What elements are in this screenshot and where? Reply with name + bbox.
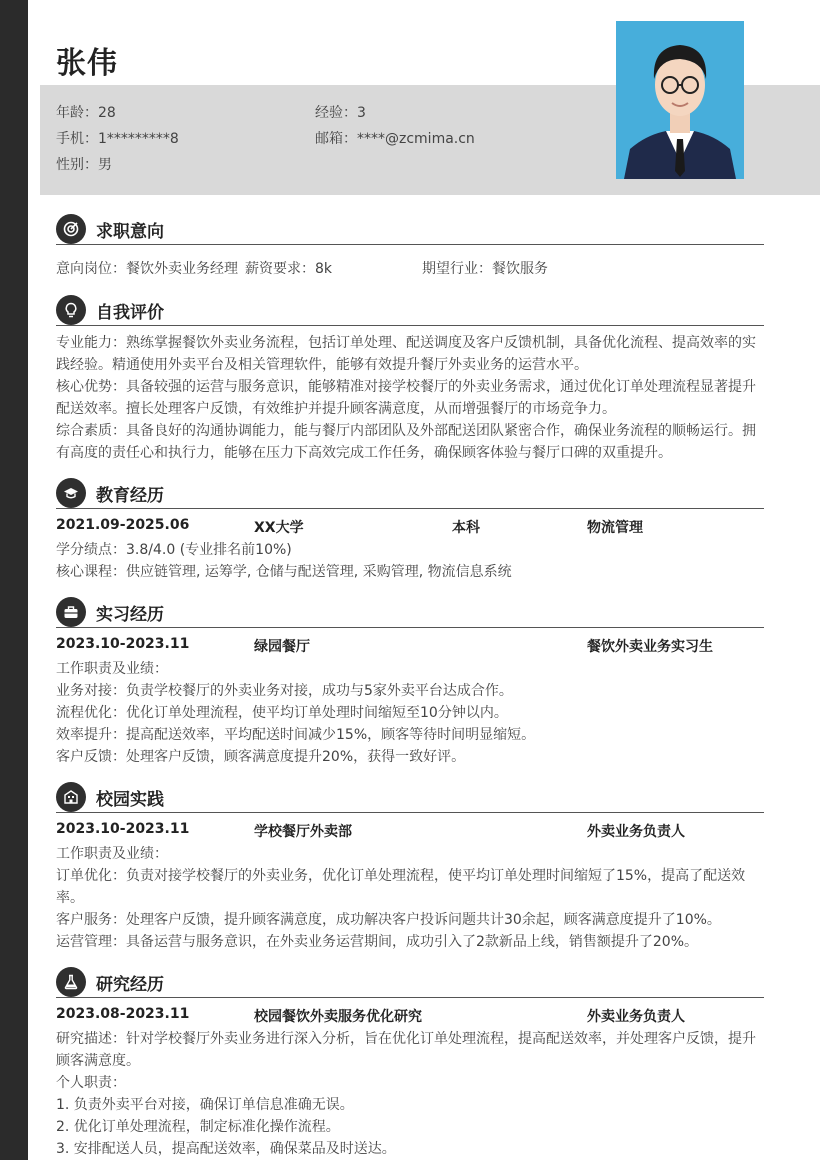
section-header-research: [56, 967, 764, 998]
gender: 性别：男: [56, 157, 112, 173]
self-eval-strengths: 核心优势：具备较强的运营与服务意识，能够精准对接学校餐厅的外卖业务需求，通过优化订单处理流程显著提升配送效率。擅长处理客户反馈，有效维护并提升顾客满意度，从而增强餐厅的市场竞争力。: [56, 379, 756, 417]
education-period: 2021.09-2025.06: [56, 517, 190, 533]
research-description: 研究描述：针对学校餐厅外卖业务进行深入分析，旨在优化订单处理流程，提高配送效率，并处理客户反馈，提升顾客满意度。: [56, 1031, 756, 1069]
salary-expectation: 薪资要求：8k: [245, 261, 333, 277]
email: 邮箱：****@zcmima.cn: [315, 131, 475, 147]
campus-duty: 客户服务：处理客户反馈，提升顾客满意度，成功解决客户投诉问题共计30余起，顾客满意度提升了10%。: [56, 912, 721, 928]
campus-role: 外卖业务负责人: [587, 824, 685, 840]
intended-position: 意向岗位：餐饮外卖业务经理: [56, 261, 238, 277]
graduation-cap-icon: [56, 478, 86, 508]
campus-duties-label: 工作职责及业绩：: [56, 846, 168, 862]
education-major: 物流管理: [587, 520, 643, 536]
section-header-education: [56, 478, 764, 509]
campus-duty: 订单优化：负责对接学校餐厅的外卖业务，优化订单处理流程，使平均订单处理时间缩短了15%，提高了配送效率。: [56, 868, 746, 906]
building-icon: [56, 782, 86, 812]
internship-duty: 客户反馈：处理客户反馈，顾客满意度提升20%，获得一致好评。: [56, 749, 466, 765]
section-title: 求职意向: [96, 222, 164, 242]
phone: 手机：1*********8: [56, 131, 179, 147]
expected-industry: 期望行业：餐饮服务: [422, 261, 548, 277]
internship-company: 绿园餐厅: [254, 639, 310, 655]
education-courses: 核心课程：供应链管理, 运筹学, 仓储与配送管理, 采购管理, 物流信息系统: [56, 564, 512, 580]
internship-duty: 效率提升：提高配送效率，平均配送时间减少15%，顾客等待时间明显缩短。: [56, 727, 536, 743]
flask-icon: [56, 967, 86, 997]
section-header-job-intent: [56, 214, 764, 245]
campus-period: 2023.10-2023.11: [56, 821, 190, 837]
section-header-self-eval: [56, 295, 764, 326]
section-header-internship: [56, 597, 764, 628]
candidate-name: 张伟: [56, 46, 118, 81]
profile-photo: [616, 21, 744, 179]
target-icon: [56, 214, 86, 244]
section-title: 自我评价: [96, 303, 164, 323]
campus-org: 学校餐厅外卖部: [254, 824, 352, 840]
education-degree: 本科: [452, 520, 480, 536]
internship-duties-label: 工作职责及业绩：: [56, 661, 168, 677]
section-title: 研究经历: [96, 975, 164, 995]
internship-period: 2023.10-2023.11: [56, 636, 190, 652]
research-role: 外卖业务负责人: [587, 1009, 685, 1025]
education-school: XX大学: [254, 520, 304, 536]
research-duty: 3. 安排配送人员，提高配送效率，确保菜品及时送达。: [56, 1141, 396, 1157]
internship-role: 餐饮外卖业务实习生: [587, 639, 713, 655]
research-project: 校园餐饮外卖服务优化研究: [254, 1009, 422, 1025]
left-accent-bar: [0, 0, 28, 1160]
research-period: 2023.08-2023.11: [56, 1006, 190, 1022]
internship-duty: 流程优化：优化订单处理流程，使平均订单处理时间缩短至10分钟以内。: [56, 705, 508, 721]
section-title: 教育经历: [96, 486, 164, 506]
age: 年龄：28: [56, 105, 116, 121]
research-duty: 2. 优化订单处理流程，制定标准化操作流程。: [56, 1119, 340, 1135]
portrait-image: [616, 21, 744, 179]
education-gpa: 学分绩点：3.8/4.0 (专业排名前10%): [56, 542, 292, 558]
self-eval-professional: 专业能力：熟练掌握餐饮外卖业务流程，包括订单处理、配送调度及客户反馈机制，具备优化流程、提高效率的实践经验。精通使用外卖平台及相关管理软件，能够有效提升餐厅外卖业务的运营水平。: [56, 335, 756, 373]
self-eval-qualities: 综合素质：具备良好的沟通协调能力，能与餐厅内部团队及外部配送团队紧密合作，确保业务流程的顺畅运行。拥有高度的责任心和执行力，能够在压力下高效完成工作任务，确保顾客体验与餐厅口碑的双重提升。: [56, 423, 756, 461]
briefcase-icon: [56, 597, 86, 627]
campus-duty: 运营管理：具备运营与服务意识，在外卖业务运营期间，成功引入了2款新品上线，销售额提升了20%。: [56, 934, 699, 950]
lightbulb-icon: [56, 295, 86, 325]
section-title: 校园实践: [96, 790, 164, 810]
experience: 经验：3: [315, 105, 366, 121]
section-header-campus: [56, 782, 764, 813]
research-duties-label: 个人职责：: [56, 1075, 126, 1091]
research-duty: 1. 负责外卖平台对接，确保订单信息准确无误。: [56, 1097, 354, 1113]
internship-duty: 业务对接：负责学校餐厅的外卖业务对接，成功与5家外卖平台达成合作。: [56, 683, 513, 699]
section-title: 实习经历: [96, 605, 164, 625]
